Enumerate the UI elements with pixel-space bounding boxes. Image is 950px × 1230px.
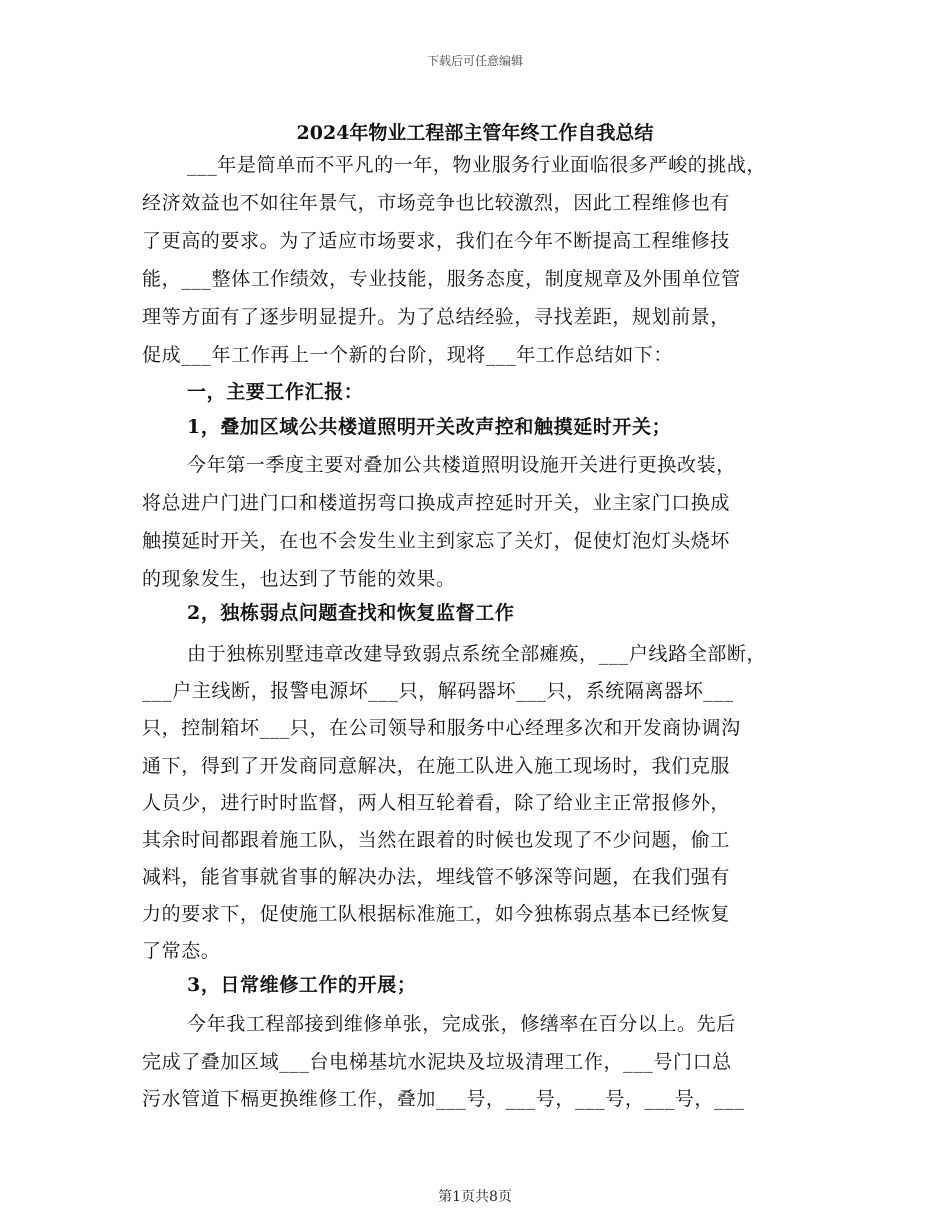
paragraph-line: 经济效益也不如往年景气，市场竞争也比较激烈，因此工程维修也有 — [142, 192, 731, 214]
paragraph-line: 了更高的要求。为了适应市场要求，我们在今年不断提高工程维修技 — [142, 230, 731, 252]
paragraph-line: 今年我工程部接到维修单张，完成张，修缮率在百分以上。先后 — [187, 1013, 736, 1035]
subsection-heading: 3，日常维修工作的开展； — [187, 974, 417, 996]
paragraph-line: 触摸延时开关，在也不会发生业主到家忘了关灯，促使灯泡灯头烧坏 — [142, 530, 731, 552]
paragraph-line: 完成了叠加区域___台电梯基坑水泥块及垃圾清理工作，___号门口总 — [142, 1051, 732, 1073]
paragraph-line: 力的要求下，促使施工队根据标准施工，如今独栋弱点基本已经恢复 — [142, 903, 731, 925]
paragraph-line: 促成___年工作再上一个新的台阶，现将___年工作总结如下： — [142, 344, 674, 366]
paragraph-line: 理等方面有了逐步明显提升。为了总结经验，寻找差距，规划前景， — [142, 306, 731, 328]
paragraph-line: 只，控制箱坏___只，在公司领导和服务中心经理多次和开发商协调沟 — [142, 717, 741, 739]
page-footer: 第1页共8页 — [438, 1189, 512, 1205]
paragraph-line: 的现象发生，也达到了节能的效果。 — [142, 568, 456, 590]
paragraph-line: 人员少，进行时时监督，两人相互轮着看，除了给业主正常报修外， — [142, 792, 731, 814]
paragraph-line: ___户主线断，报警电源坏___只，解码器坏___只，系统隔离器坏___ — [142, 680, 734, 702]
subsection-heading: 2，独栋弱点问题查找和恢复监督工作 — [187, 602, 515, 624]
paragraph-line: ___年是简单而不平凡的一年，物业服务行业面临很多严峻的挑战， — [187, 154, 767, 176]
subsection-heading: 1，叠加区域公共楼道照明开关改声控和触摸延时开关； — [187, 416, 672, 438]
paragraph-line: 了常态。 — [142, 940, 221, 962]
paragraph-line: 今年第一季度主要对叠加公共楼道照明设施开关进行更换改装， — [187, 454, 736, 476]
paragraph-line: 将总进户门进门口和楼道拐弯口换成声控延时开关，业主家门口换成 — [142, 492, 731, 514]
section-heading: 一，主要工作汇报： — [187, 381, 364, 403]
document-title: 2024年物业工程部主管年终工作自我总结 — [296, 122, 654, 144]
paragraph-line: 通下，得到了开发商同意解决，在施工队进入施工现场时，我们克服 — [142, 755, 731, 777]
page-header: 下载后可任意编辑 — [426, 54, 523, 68]
paragraph-line: 由于独栋别墅违章改建导致弱点系统全部瘫痪，___户线路全部断， — [187, 643, 767, 665]
paragraph-line: 减料，能省事就省事的解决办法，埋线管不够深等问题，在我们强有 — [142, 866, 731, 888]
paragraph-line: 其余时间都跟着施工队，当然在跟着的时候也发现了不少问题，偷工 — [142, 829, 731, 851]
paragraph-line: 能，___整体工作绩效，专业技能，服务态度，制度规章及外围单位管 — [142, 268, 741, 290]
paragraph-line: 污水管道下槅更换维修工作，叠加___号，___号，___号，___号，___ — [142, 1088, 745, 1110]
